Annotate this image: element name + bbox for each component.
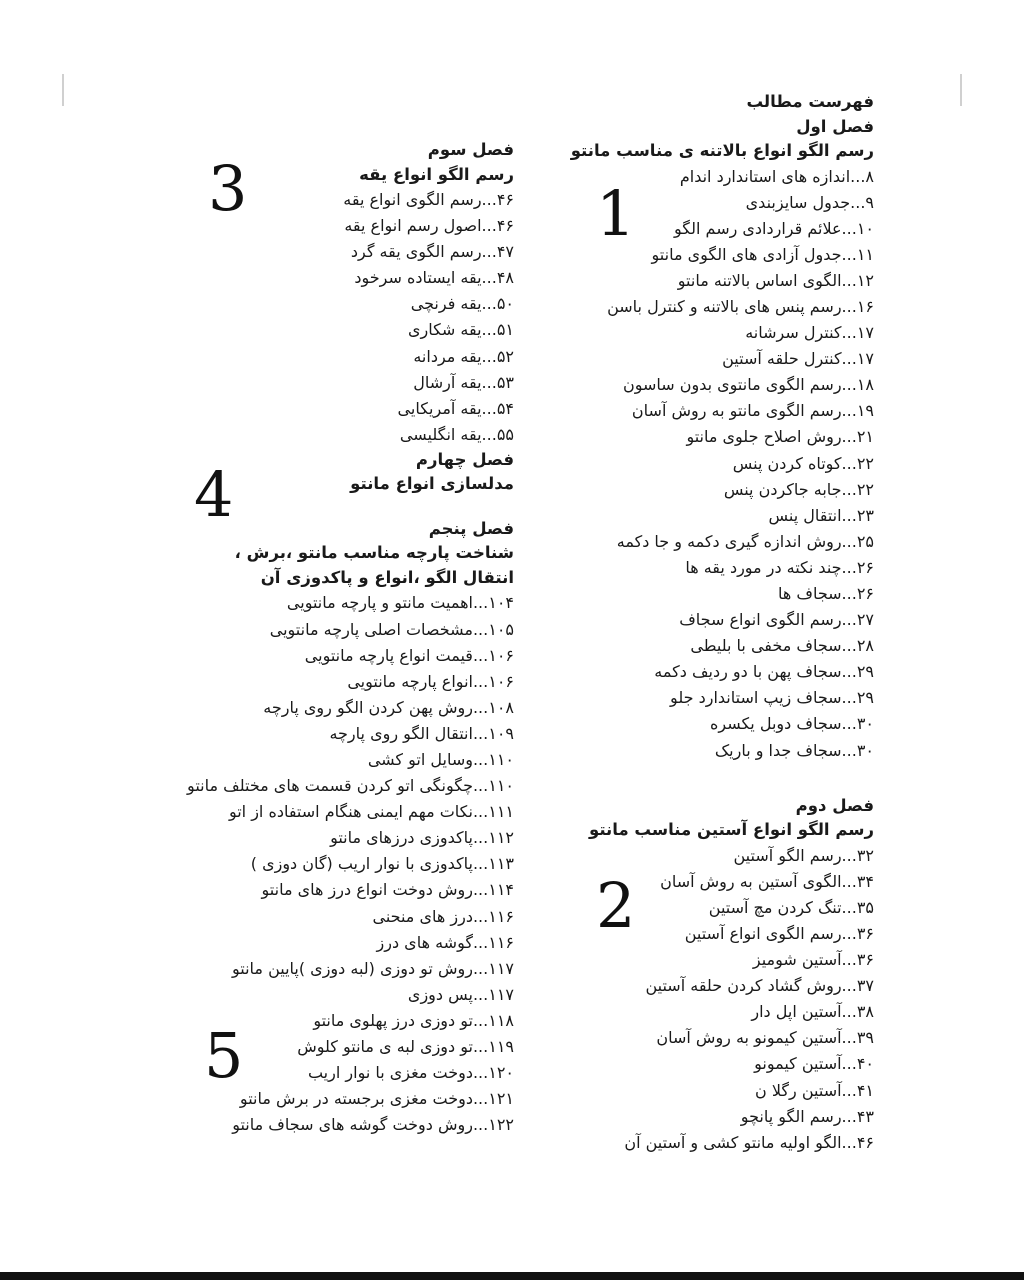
list-item: ۱۰۶...قیمت انواع پارچه مانتویی — [304, 645, 514, 665]
list-item: ۲۱...روش اصلاح جلوی مانتو — [686, 427, 874, 447]
list-item: ۳۹...آستین کیمونو به روش آسان — [656, 1028, 874, 1048]
list-item: ۱۷...کنترل حلقه آستین — [722, 349, 874, 369]
chapter3-number: 3 — [208, 152, 248, 225]
list-item: ۳۸...آستین اپل دار — [751, 1002, 874, 1022]
list-item: ۱۱۳...پاکدوزی با نوار اریب (گان دوزی ) — [250, 854, 514, 874]
chapter2-number: 2 — [596, 869, 636, 942]
list-item: ۴۶...اصول رسم انواع یقه — [344, 216, 514, 236]
list-item: ۱۹...رسم الگوی مانتو به روش آسان — [631, 401, 874, 421]
list-item: ۱۱۰...وسایل اتو کشی — [367, 750, 514, 769]
list-item: ۳۷...روش گشاد کردن حلقه آستین — [645, 976, 874, 996]
list-item: ۸...اندازه های استاندارد اندام — [679, 166, 874, 186]
list-item: ۳۶...آستین شومیز — [752, 950, 874, 970]
list-item: ۱۶...رسم پنس های بالاتنه و کنترل باسن — [607, 296, 874, 316]
list-item: ۴۶...الگو اولیه مانتو کشی و آستین آن — [624, 1132, 874, 1152]
list-item: ۱۱۴...روش دوخت انواع درز های مانتو — [261, 880, 514, 900]
chapter4-label: فصل چهارم — [415, 449, 514, 469]
right-column — [571, 90, 874, 1156]
list-item: ۴۳...رسم الگو پانچو — [740, 1106, 874, 1126]
list-item: ۱۰۸...روش پهن کردن الگو روی پارچه — [263, 697, 514, 717]
list-item: ۲۵...روش اندازه گیری دکمه و جا دکمه — [616, 531, 874, 551]
chapter4-number: 4 — [194, 458, 234, 531]
list-item: ۲۶...سجاف ها — [777, 584, 874, 603]
list-item: ۱۱...جدول آزادی های الگوی مانتو — [651, 244, 874, 264]
chapter5-title-line2: انتقال الگو ،انواع و پاکدوزی آن — [260, 567, 514, 587]
chapter4-title: مدلسازی انواع مانتو — [350, 474, 514, 494]
list-item: ۱۰۴...اهمیت مانتو و پارچه مانتویی — [286, 593, 514, 613]
list-item: ۱۰...علائم قراردادی رسم الگو — [674, 218, 874, 238]
chapter3-title: رسم الگو انواع یقه — [359, 164, 514, 184]
chapter2-title: رسم الگو انواع آستین مناسب مانتو — [588, 820, 874, 840]
list-item: ۵۵...یقه انگلیسی — [399, 424, 514, 444]
right-margin-rule — [960, 74, 962, 106]
list-item: ۱۱۶...گوشه های درز — [376, 932, 514, 952]
list-item: ۲۸...سجاف مخفی با بلیطی — [690, 636, 874, 656]
list-item: ۲۲...کوتاه کردن پنس — [732, 453, 874, 473]
list-item: ۱۱۷...پس دوزی — [407, 984, 514, 1004]
list-item: ۱۱۱...نکات مهم ایمنی هنگام استفاده از اتو — [228, 802, 514, 822]
list-item: ۴۷...رسم الگوی یقه گرد — [350, 242, 514, 262]
list-item: ۳۰...سجاف جدا و باریک — [714, 740, 874, 760]
list-item: ۴۰...آستین کیمونو — [754, 1054, 874, 1074]
list-item: ۱۰۵...مشخصات اصلی پارچه مانتویی — [269, 619, 514, 639]
chapter3-label: فصل سوم — [427, 140, 514, 159]
chapter1-list — [571, 164, 874, 764]
list-item: ۲۹...سجاف پهن با دو ردیف دکمه — [654, 662, 874, 682]
list-item: ۵۴...یقه آمریکایی — [397, 398, 514, 418]
chapter3-list — [187, 187, 514, 448]
chapter5-title-line1: شناخت پارچه مناسب مانتو ،برش ، — [234, 543, 514, 563]
list-item: ۱۱۶...درز های منحنی — [372, 906, 514, 926]
list-item: ۲۶...چند نکته در مورد یقه ها — [685, 557, 874, 577]
list-item: ۳۵...تنگ کردن مچ آستین — [708, 897, 874, 917]
list-item: ۱۲۱...دوخت مغزی برجسته در برش مانتو — [239, 1089, 514, 1109]
list-item: ۱۱۲...پاکدوزی درزهای مانتو — [330, 828, 514, 848]
list-item: ۴۱...آستین رگلا ن — [755, 1080, 874, 1100]
list-item: ۱۲۰...دوخت مغزی با نوار اریب — [307, 1063, 514, 1083]
list-item: ۱۱۹...تو دوزی لبه ی مانتو کلوش — [297, 1037, 514, 1057]
left-margin-rule — [62, 74, 64, 106]
list-item: ۱۱۰...چگونگی اتو کردن قسمت های مختلف مانتو — [187, 776, 514, 796]
chapter2-label: فصل دوم — [795, 795, 874, 815]
chapter1-number: 1 — [596, 177, 636, 250]
list-item: ۱۱۸...تو دوزی درز پهلوی مانتو — [313, 1010, 514, 1030]
list-item: ۱۲...الگوی اساس بالاتنه مانتو — [677, 270, 874, 290]
list-item: ۴۶...رسم الگوی انواع یقه — [343, 190, 514, 209]
chapter5-number: 5 — [204, 1019, 244, 1092]
list-item: ۲۳...انتقال پنس — [768, 505, 874, 525]
list-item: ۱۱۷...روش تو دوزی (لبه دوزی )پایین مانتو — [231, 958, 514, 978]
list-item: ۲۲...جابه جاکردن پنس — [723, 479, 874, 499]
chapter5-list — [187, 590, 514, 1138]
chapter1-label: فصل اول — [796, 116, 874, 136]
list-item: ۵۰...یقه فرنچی — [410, 294, 514, 314]
list-item: ۲۹...سجاف زیپ استاندارد جلو — [670, 688, 874, 708]
list-item: ۵۳...یقه آرشال — [413, 372, 514, 392]
list-item: ۱۸...رسم الگوی مانتوی بدون ساسون — [622, 375, 874, 395]
list-item: ۳۲...رسم الگو آستین — [733, 845, 874, 865]
list-item: ۲۷...رسم الگوی انواع سجاف — [679, 610, 874, 630]
chapter1-title: رسم الگو انواع بالاتنه ی مناسب مانتو — [570, 141, 874, 160]
chapter2-list — [571, 843, 874, 1156]
list-item: ۳۰...سجاف دوبل یکسره — [709, 714, 874, 734]
list-item: ۵۱...یقه شکاری — [407, 320, 514, 340]
list-item: ۳۶...رسم الگوی انواع آستین — [684, 923, 874, 943]
bottom-border-bar — [0, 1272, 1024, 1280]
chapter5-label: فصل پنجم — [428, 518, 514, 538]
list-item: ۹...جدول سایزبندی — [745, 192, 874, 212]
list-item: ۳۴...الگوی آستین به روش آسان — [660, 871, 874, 891]
list-item: ۱۰۶...انواع پارچه مانتویی — [347, 671, 514, 691]
list-item: ۱۷...کنترل سرشانه — [745, 323, 874, 343]
list-item: ۴۸...یقه ایستاده سرخود — [354, 268, 514, 288]
toc-title: فهرست مطالب — [746, 92, 874, 111]
list-item: ۵۲...یقه مردانه — [413, 346, 514, 366]
left-column — [187, 138, 514, 1138]
list-item: ۱۰۹...انتقال الگو روی پارچه — [329, 723, 514, 743]
list-item: ۱۲۲...روش دوخت گوشه های سجاف مانتو — [232, 1115, 514, 1135]
